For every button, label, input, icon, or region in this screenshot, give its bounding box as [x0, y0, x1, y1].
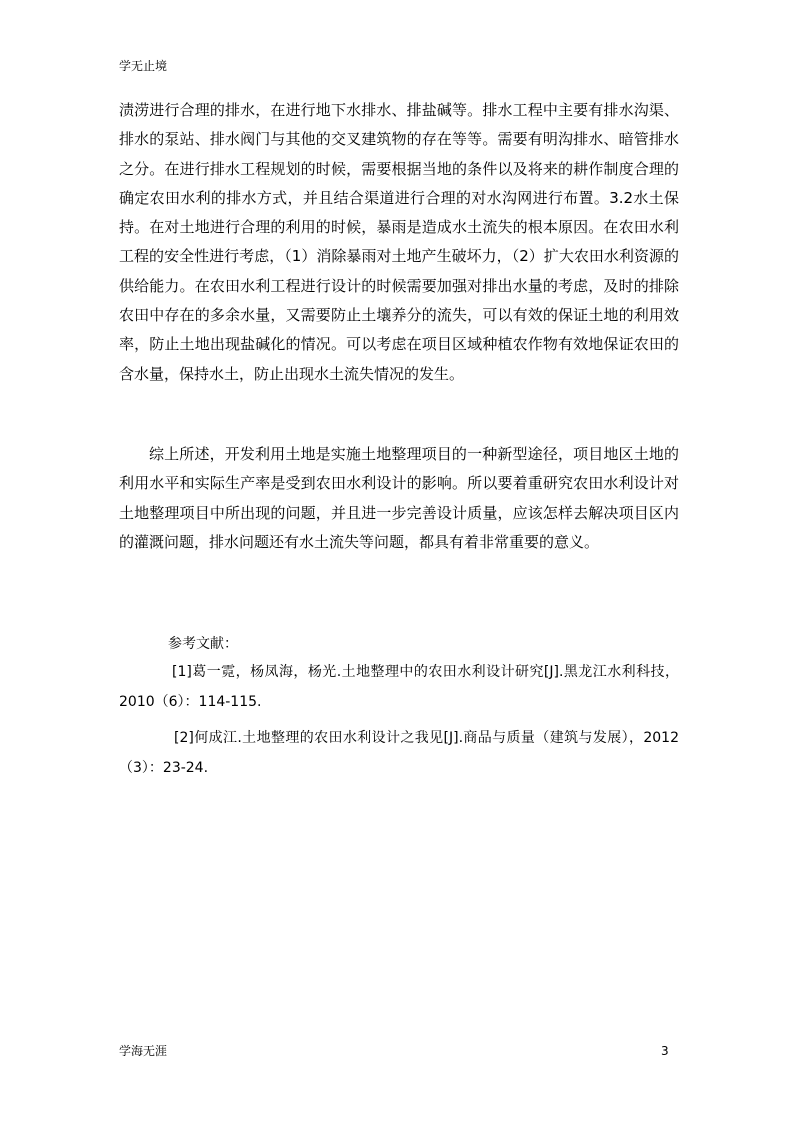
- page-number: 3: [661, 1044, 669, 1058]
- references-title: 参考文献：: [168, 636, 238, 652]
- page-header: 学无止境: [119, 59, 168, 73]
- reference-item-1: [1]葛一霓，杨凤海，杨光.土地整理中的农田水利设计研究[J].黑龙江水利科技，2010（6）：114-115.: [119, 664, 679, 710]
- body-paragraph-2: 综上所述，开发利用土地是实施土地整理项目的一种新型途径，项目地区土地的利用水平和实际生产率是受到农田水利设计的影响。所以要着重研究农田水利设计对土地整理项目中所出现的问题，并且进一步完善设计质量，应该怎样去解决项目区内的灌溉问题，排水问题还有水土流失等问题，都具有着非常重要的意义。: [119, 445, 679, 551]
- page-footer: 学海无涯: [119, 1044, 168, 1058]
- reference-item-2: [2]何成江.土地整理的农田水利设计之我见[J].商品与质量（建筑与发展），2012（3）：23-24.: [119, 730, 679, 776]
- body-paragraph-1: 渍涝进行合理的排水，在进行地下水排水、排盐碱等。排水工程中主要有排水沟渠、排水的泵站、排水阀门与其他的交叉建筑物的存在等等。需要有明沟排水、暗管排水之分。在进行排水工程规划的时候，需要根据当地的条件以及将来的耕作制度合理的确定农田水利的排水方式，并且结合渠道进行合理的对水沟网进行布置。3.2水土保持。在对土地进行合理的利用的时候，暴雨是造成水土流失的根本原因。在农田水利工程的安全性进行考虑，（1）消除暴雨对土地产生破坏力，（2）扩大农田水利资源的供给能力。在农田水利工程进行设计的时候需要加强对排出水量的考虑，及时的排除农田中存在的多余水量，又需要防止土壤养分的流失，可以有效的保证土地的利用效率，防止土地出现盐碱化的情况。可以考虑在项目区域种植农作物有效地保证农田的含水量，保持水土，防止出现水土流失情况的发生。: [119, 101, 679, 383]
